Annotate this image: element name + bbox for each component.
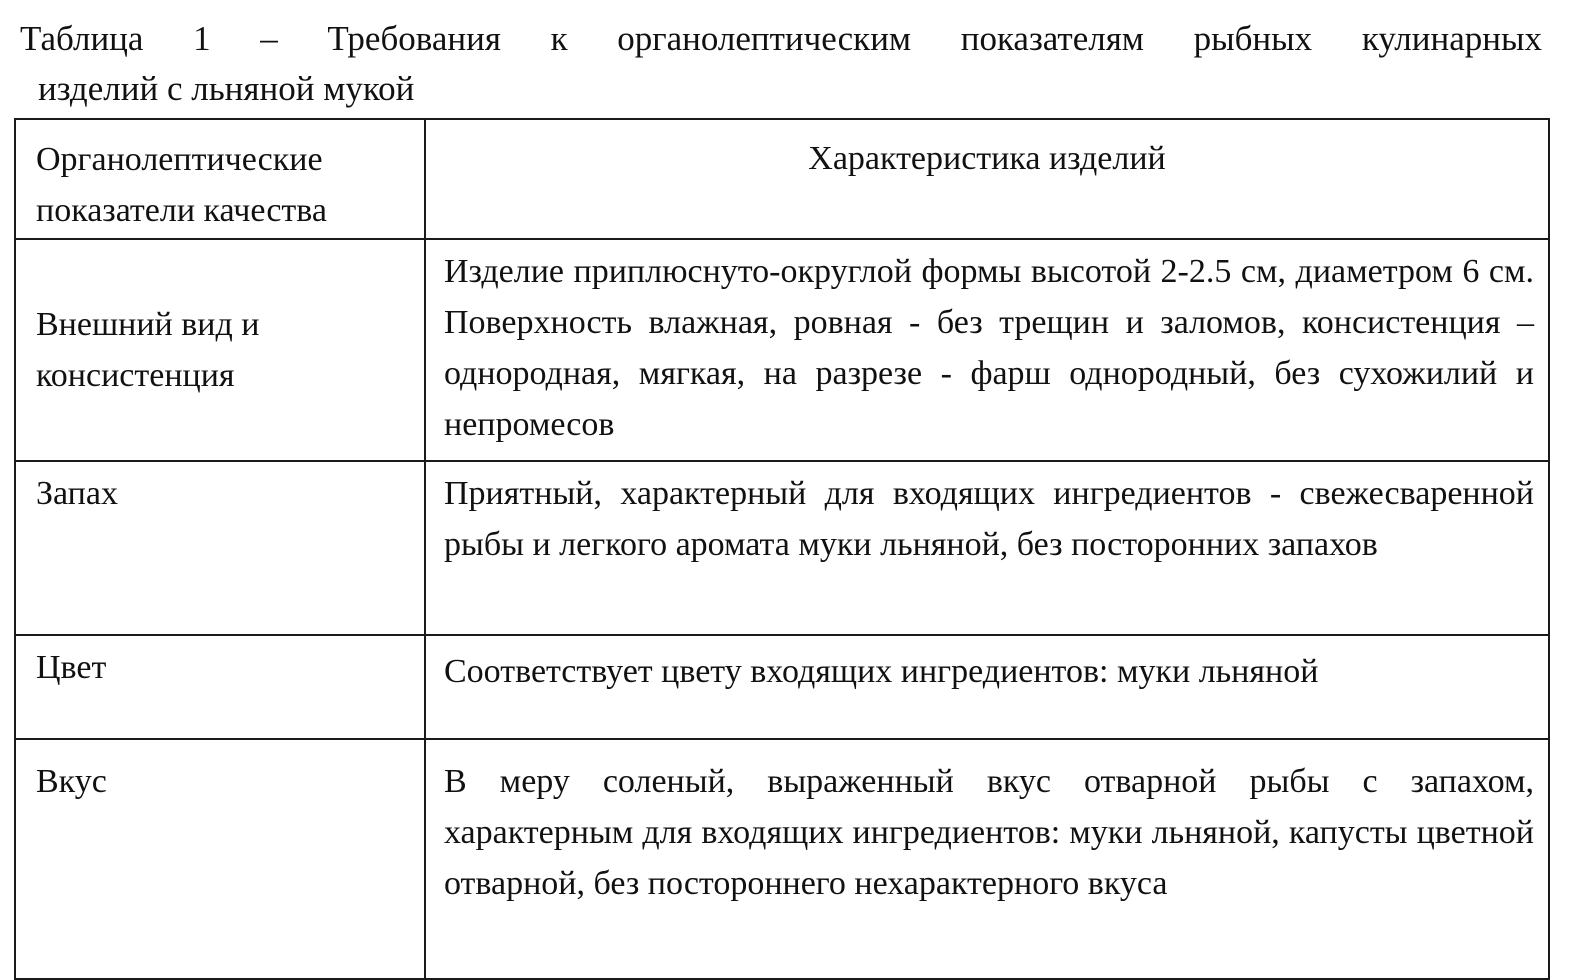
- row-indicator-appearance: Внешний вид и консистенция: [15, 239, 425, 461]
- table-row: [15, 239, 1549, 461]
- row-characteristic-smell: Приятный, характерный для входящих ингредиентов - свежесваренной рыбы и легкого аромата муки льняной, без посторонних запахов: [425, 461, 1549, 635]
- row-indicator-taste: Вкус: [15, 739, 425, 979]
- row-indicator-smell: Запах: [15, 461, 425, 635]
- header-indicator: Органолептические показатели качества: [15, 119, 425, 239]
- table-header-row: [15, 119, 1549, 239]
- table-row: [15, 739, 1549, 979]
- row-indicator-color: Цвет: [15, 635, 425, 739]
- table-caption: [20, 14, 1542, 114]
- table-row: [15, 635, 1549, 739]
- row-characteristic-appearance: Изделие приплюснуто-округлой формы высотой 2-2.5 см, диаметром 6 см. Поверхность влажная, ровная - без трещин и заломов, консистенция – однородная, мягкая, на разрезе - фарш однородный, без сухожилий и непромесов: [425, 239, 1549, 461]
- caption-line-1: Таблица 1 – Требования к органолептическим показателям рыбных кулинарных: [20, 19, 1542, 58]
- table-row: [15, 461, 1549, 635]
- row-characteristic-taste: В меру соленый, выраженный вкус отварной рыбы с запахом, характерным для входящих ингредиентов: муки льняной, капусты цветной отварной, без постороннего нехарактерного вкуса: [425, 739, 1549, 979]
- header-characteristic: Характеристика изделий: [425, 119, 1549, 239]
- caption-line-2: изделий с льняной мукой: [38, 69, 415, 108]
- row-characteristic-color: Соответствует цвету входящих ингредиентов: муки льняной: [425, 635, 1549, 739]
- organoleptic-requirements-table: [14, 118, 1550, 980]
